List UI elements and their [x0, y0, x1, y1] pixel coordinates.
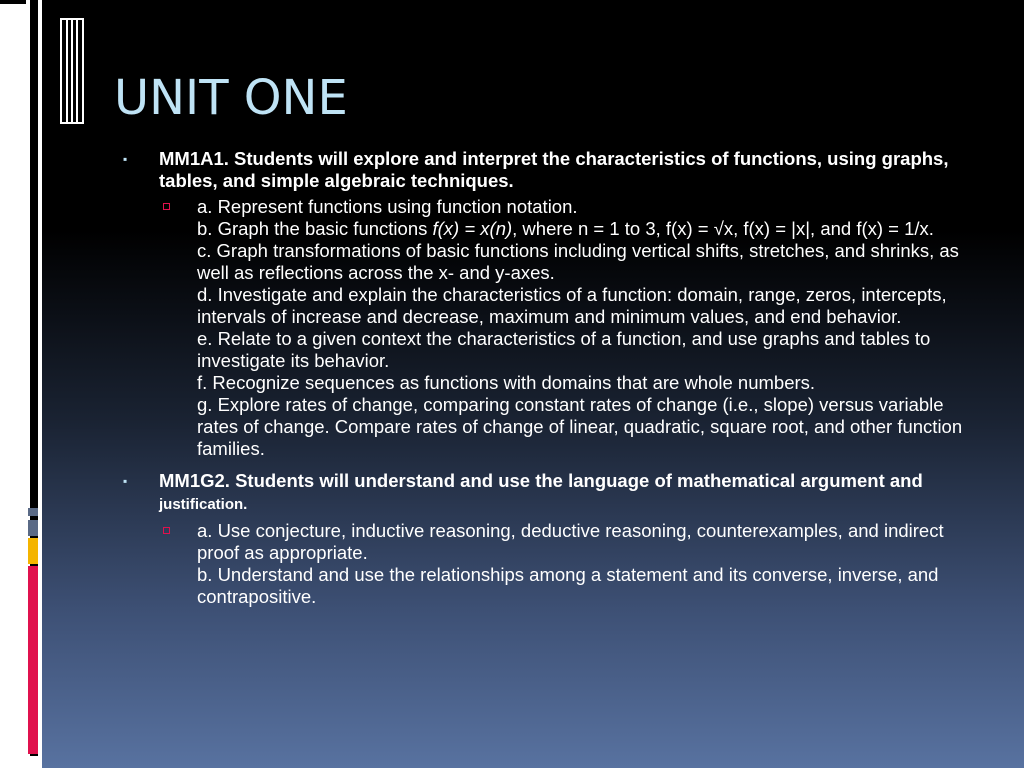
hollow-square-bullet-icon	[163, 203, 170, 210]
hollow-square-bullet-icon	[163, 527, 170, 534]
standard-heading: MM1A1. Students will explore and interpret the characteristics of functions, using graphs, tables, and simple algebraic techniques.	[159, 148, 949, 191]
line-text: b. Graph the basic functions	[197, 218, 433, 239]
window-lines-icon	[60, 18, 84, 124]
standard-line: a. Use conjecture, inductive reasoning, deductive reasoning, counterexamples, and indirect proof as appropriate.	[197, 520, 944, 563]
decor-slate-block	[28, 520, 38, 536]
standard-heading: MM1G2. Students will understand and use the language of mathematical argument and	[159, 470, 923, 491]
decor-red-bar	[28, 566, 38, 754]
square-bullet-icon: ▪	[123, 152, 128, 166]
standard-line: e. Relate to a given context the characteristics of a function, and use graphs and tables to investigate its behavior.	[197, 328, 931, 371]
standard-line: d. Investigate and explain the characteristics of a function: domain, range, zeros, intercepts, intervals of increase and decrease, maximum and minimum values, and end behavior.	[197, 284, 947, 327]
standard-line: f. Recognize sequences as functions with domains that are whole numbers.	[197, 372, 816, 393]
line-text: , where n = 1 to 3, f(x) = √x, f(x) = |x|, and f(x) = 1/x.	[512, 218, 934, 239]
sub-bullet-mm1a1	[197, 196, 978, 460]
decor-slate-block	[28, 508, 38, 516]
decor-top-bar	[0, 0, 26, 4]
decor-white-block	[28, 756, 38, 768]
standard-line: c. Graph transformations of basic functions including vertical shifts, stretches, and shrinks, as well as reflections across the x- and y-axes.	[197, 240, 959, 283]
square-bullet-icon: ▪	[123, 474, 128, 488]
standard-heading-tail: justification.	[159, 496, 248, 513]
bullet-item-mm1g2	[118, 470, 978, 516]
decor-gold-block	[28, 538, 38, 564]
slide-title: UNIT ONE	[114, 70, 348, 126]
bullet-item-mm1a1	[118, 148, 978, 192]
standard-line: b. Understand and use the relationships among a statement and its converse, inverse, and contrapositive.	[197, 564, 939, 607]
standard-line: g. Explore rates of change, comparing constant rates of change (i.e., slope) versus variable rates of change. Compare rates of change of linear, quadratic, square root, and other function families.	[197, 394, 963, 459]
standard-line: a. Represent functions using function notation.	[197, 196, 578, 217]
standard-line	[197, 218, 978, 240]
sub-bullet-mm1g2	[197, 520, 978, 608]
slide-content	[118, 148, 978, 618]
function-notation: f(x) = x(n)	[432, 218, 513, 239]
